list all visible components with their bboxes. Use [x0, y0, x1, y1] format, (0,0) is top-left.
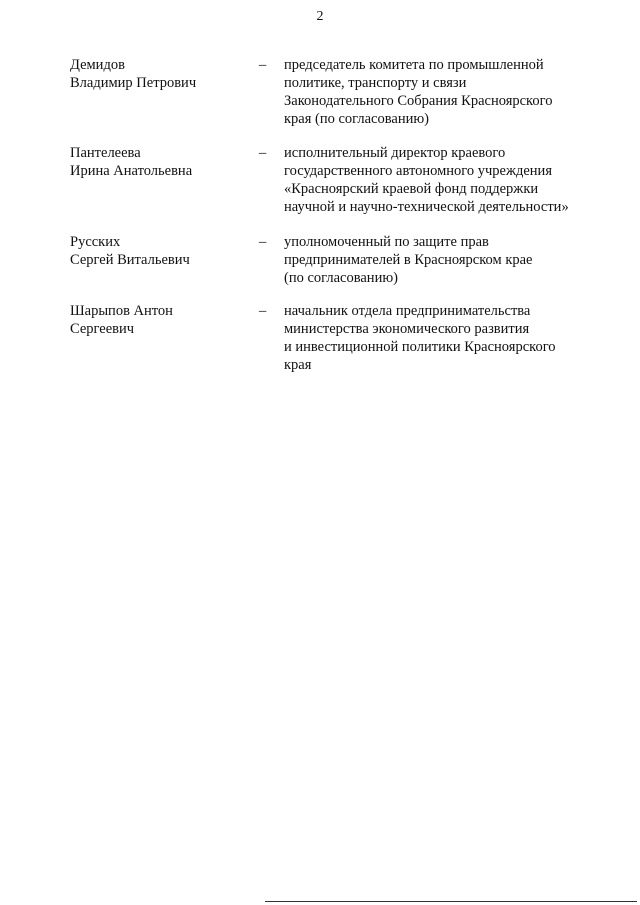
member-role: уполномоченный по защите прав предпринимателей в Красноярском крае (по согласованию)	[284, 234, 533, 286]
member-role: исполнительный директор краевого государственного автономного учреждения «Красноярский краевой фонд поддержки научной и научно-технической деятельности»	[284, 145, 569, 215]
member-name: Шарыпов Антон Сергеевич	[70, 303, 173, 337]
member-name: Пантелеева Ирина Анатольевна	[70, 145, 193, 179]
member-name: Демидов Владимир Петрович	[70, 57, 197, 91]
footer-rule	[265, 901, 637, 902]
entry-dash: –	[259, 234, 267, 250]
entry-dash: –	[259, 145, 267, 161]
member-role: начальник отдела предпринимательства министерства экономического развития и инвестиционной политики Красноярского края	[284, 303, 556, 373]
entry-dash: –	[259, 303, 267, 319]
member-role: председатель комитета по промышленной политике, транспорту и связи Законодательного Собрания Красноярского края (по согласованию)	[284, 57, 553, 127]
page-number: 2	[316, 9, 324, 24]
entry-dash: –	[259, 57, 267, 73]
member-name: Русских Сергей Витальевич	[70, 234, 190, 268]
